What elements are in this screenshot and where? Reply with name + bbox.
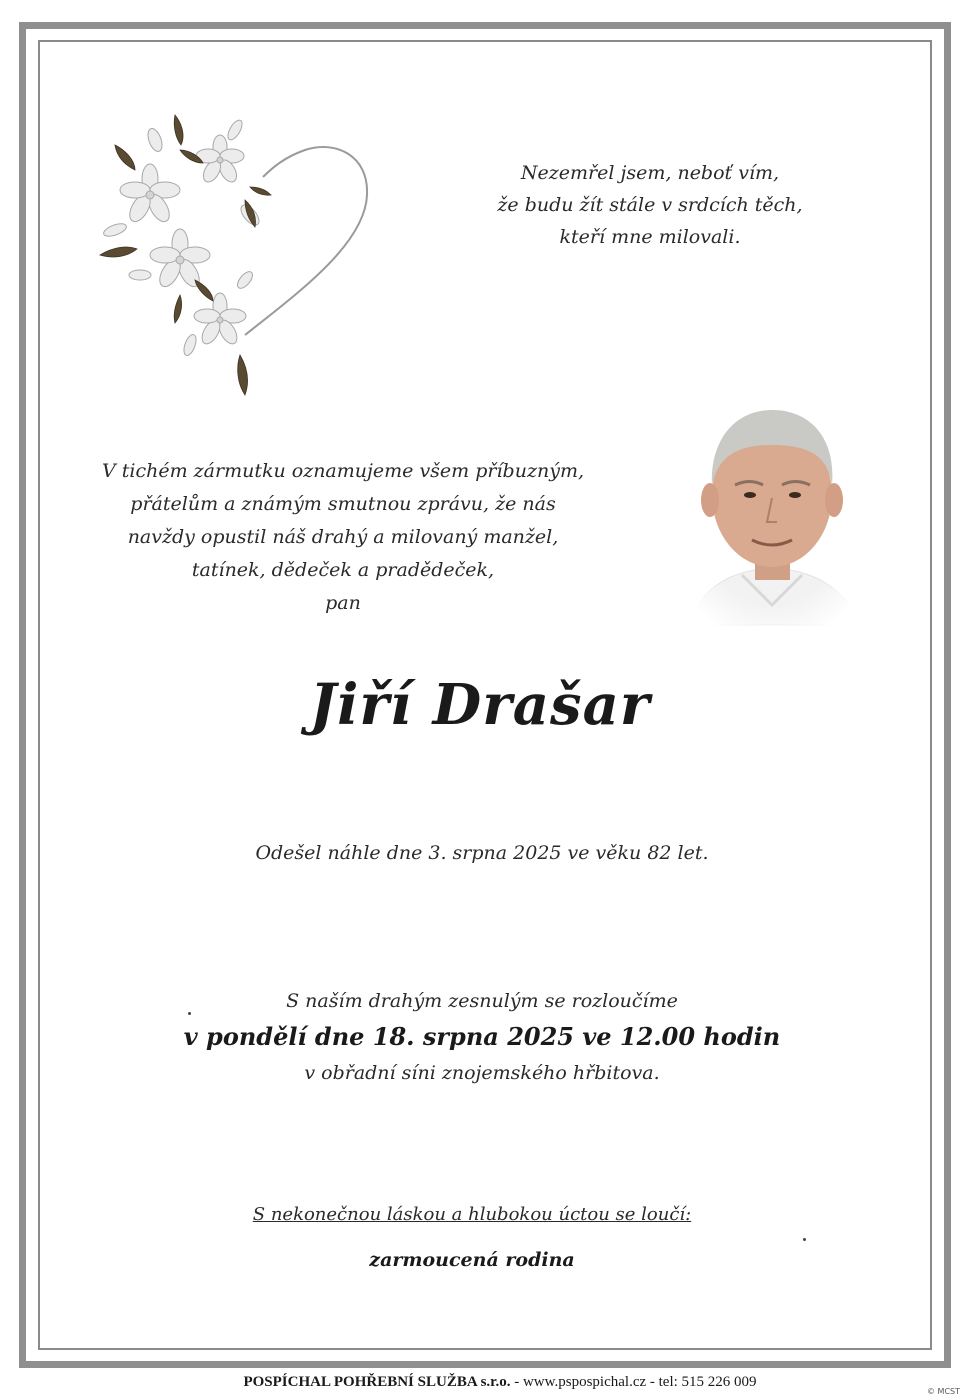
farewell-line bbox=[170, 1204, 774, 1225]
farewell-text: S nekonečnou láskou a hlubokou úctou se loučí: bbox=[252, 1204, 692, 1225]
watermark: © MCST bbox=[927, 1387, 960, 1396]
funeral-place: v obřadní síni znojemského hřbitova. bbox=[304, 1062, 660, 1084]
funeral-date: v pondělí dne 18. srpna 2025 ve 12.00 hodin bbox=[183, 1022, 781, 1051]
poem-line: Nezemřel jsem, neboť vím, bbox=[520, 162, 780, 184]
announcement-line: V tichém zármutku oznamujeme všem příbuzným, bbox=[102, 460, 584, 482]
announcement-text bbox=[78, 455, 608, 620]
announcement-line: tatínek, dědeček a pradědeček, bbox=[191, 559, 495, 581]
announcement-line: přátelům a známým smutnou zprávu, že nás bbox=[130, 493, 556, 515]
poem-line: kteří mne milovali. bbox=[559, 226, 741, 248]
poem-line: že budu žít stále v srdcích těch, bbox=[497, 194, 803, 216]
floral-heart-icon bbox=[95, 105, 385, 405]
speck bbox=[188, 1012, 191, 1015]
announcement-line: pan bbox=[325, 592, 361, 614]
death-notice: Odešel náhle dne 3. srpna 2025 ve věku 82 let. bbox=[255, 842, 709, 864]
portrait-photo bbox=[680, 400, 865, 635]
funeral-line: S naším drahým zesnulým se rozloučíme bbox=[286, 990, 678, 1012]
poem bbox=[470, 157, 830, 253]
footer bbox=[150, 1374, 850, 1391]
footer-company: POSPÍCHAL POHŘEBNÍ SLUŽBA s.r.o. bbox=[243, 1374, 511, 1390]
family-signature: zarmoucená rodina bbox=[369, 1249, 575, 1271]
deceased-name: Jiří Drašar bbox=[309, 672, 651, 738]
funeral-details bbox=[120, 985, 844, 1089]
speck bbox=[803, 1238, 806, 1241]
footer-contact: - www.pspospichal.cz - tel: 515 226 009 bbox=[510, 1374, 757, 1390]
announcement-line: navždy opustil náš drahý a milovaný manžel, bbox=[127, 526, 559, 548]
